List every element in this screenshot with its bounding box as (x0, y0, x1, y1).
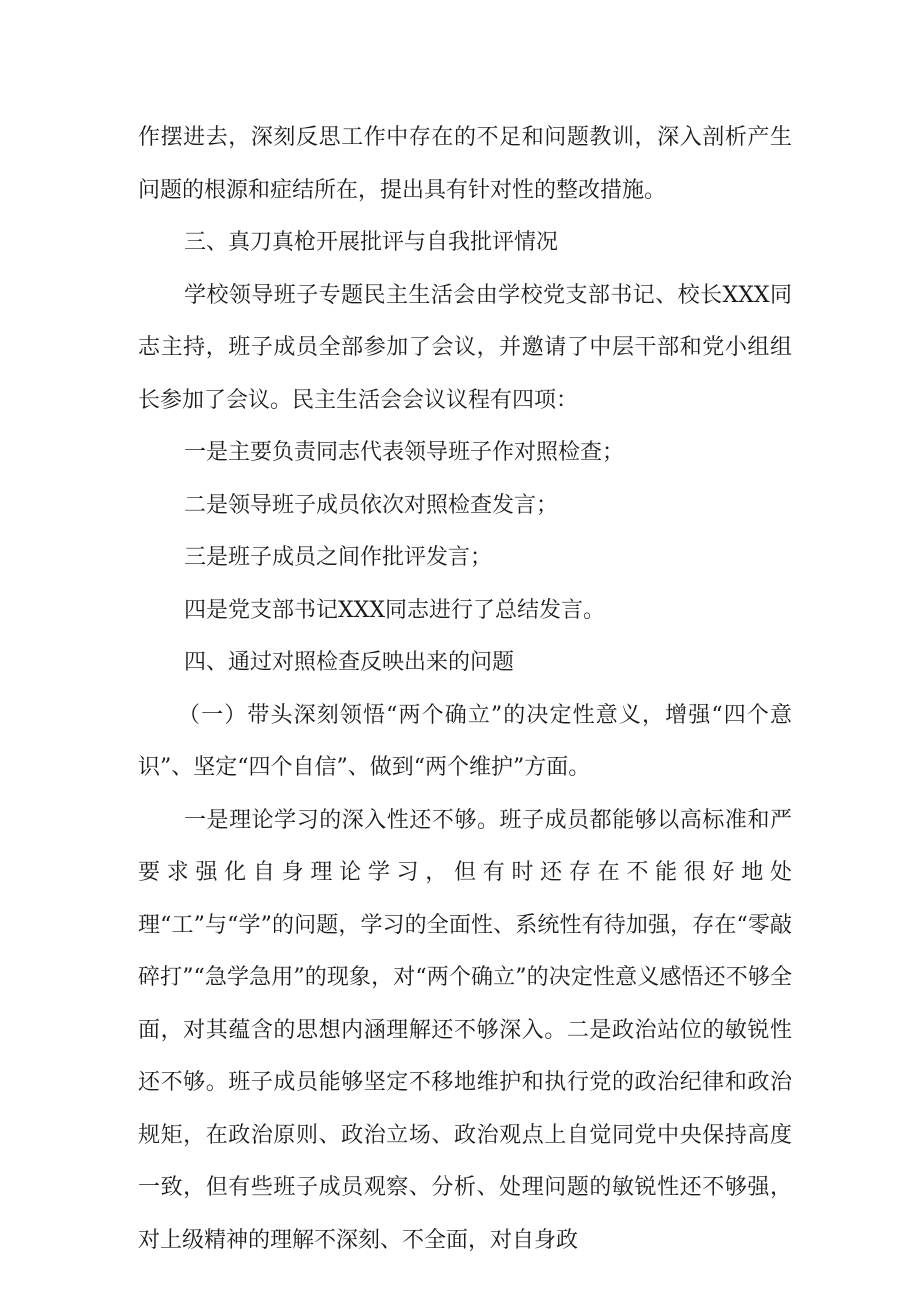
agenda-item-3: 三是班子成员之间作批评发言； (184, 545, 493, 570)
paragraph-continuation: 作摆进去，深刻反思工作中存在的不足和问题教训，深入剖析产生问题的根源和症结所在，提出具有针对性的整改措施。 (138, 125, 792, 203)
section-heading-4: 四、通过对照检查反映出来的问题 (184, 650, 515, 675)
paragraph-issues: 一是理论学习的深入性还不够。班子成员都能够以高标准和严要求强化自身理论学习，但有时还存在不能很好地处理“工”与“学”的问题，学习的全面性、系统性有待加强，存在“零敲碎打”“急学急用”的现象，对“两个确立”的决定性意义感悟还不够全面，对其蕴含的思想内涵理解还不够深入。二是政治站位的敏锐性还不够。班子成员能够坚定不移地维护和执行党的政治纪律和政治规矩，在政治原则、政治立场、政治观点上自觉同党中央保持高度一致，但有些班子成员观察、分析、处理问题的敏锐性还不够强，对上级精神的理解不深刻、不全面，对自身政 (138, 807, 792, 1253)
agenda-item-2: 二是领导班子成员依次对照检查发言； (184, 492, 559, 518)
subsection-heading-1: （一）带头深刻领悟“两个确立”的决定性意义，增强“四个意识”、坚定“四个自信”、做到“两个维护”方面。 (138, 702, 792, 780)
section-heading-3: 三、真刀真枪开展批评与自我批评情况 (184, 230, 559, 255)
document-body (138, 112, 792, 1267)
agenda-item-4: 四是党支部书记XXX同志进行了总结发言。 (184, 597, 605, 623)
agenda-item-1: 一是主要负责同志代表领导班子作对照检查； (184, 440, 625, 465)
paragraph-meeting-intro: 学校领导班子专题民主生活会由学校党支部书记、校长XXX同志主持，班子成员全部参加了会议，并邀请了中层干部和党小组组长参加了会议。民主生活会会议议程有四项： (138, 282, 792, 413)
